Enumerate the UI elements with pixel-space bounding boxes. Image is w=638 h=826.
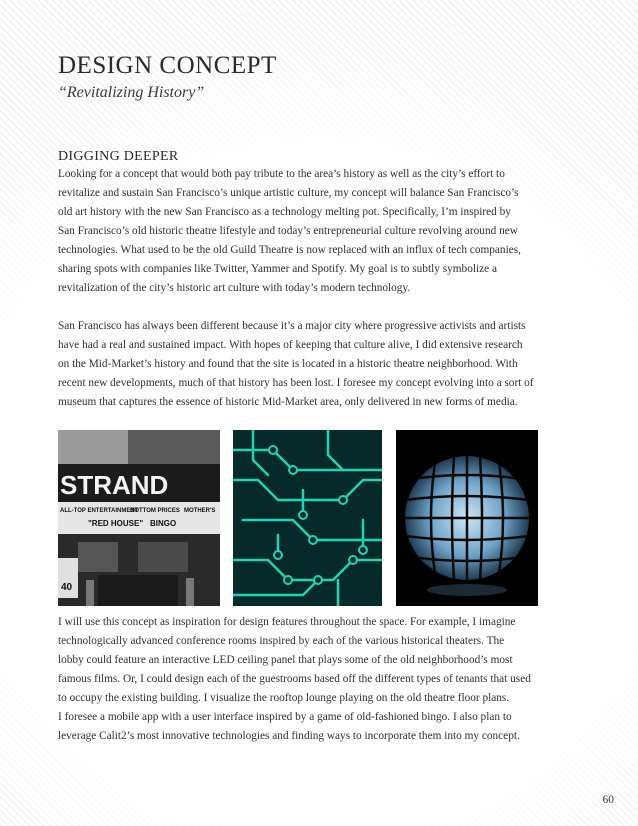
paragraph-line: to occupy the existing building. I visualize the rooftop lounge playing on the old theatre floor plans. <box>58 692 510 704</box>
paragraph-line: old art history with the new San Francisco as a technology melting pot. Specifically, I’m inspired by <box>58 206 511 218</box>
paragraph-intro <box>58 165 590 298</box>
page-subtitle: “Revitalizing History” <box>58 84 205 101</box>
paragraph-line: leverage Calit2’s most innovative technologies and finding ways to incorporate them into my concept. <box>58 730 520 742</box>
marquee-text: "RED HOUSE" <box>88 519 144 528</box>
circuit-board-photo <box>233 430 382 606</box>
paragraph-line: recent new developments, much of that history has been lost. I foresee my concept evolving into a sort of <box>58 377 534 389</box>
paragraph-line: technologies. What used to be the old Guild Theatre is now replaced with an influx of tech companies, <box>58 244 521 256</box>
paragraph-line: museum that captures the essence of historic Mid-Market area, only delivered in new forms of media. <box>58 396 518 408</box>
marquee-text: BINGO <box>150 519 177 528</box>
marquee-text: BOTTOM PRICES <box>130 508 180 514</box>
paragraph-line: San Francisco has always been different because it’s a major city where progressive activists and artists <box>58 320 526 332</box>
paragraph-line: on the Mid-Market’s history and found that the site is located in a historic theatre neighborhood. With <box>58 358 518 370</box>
paragraph-line: Looking for a concept that would both pay tribute to the area’s history as well as the city’s effort to <box>58 168 505 180</box>
paragraph-line: I will use this concept as inspiration for design features throughout the space. For example, I imagine <box>58 616 516 628</box>
paragraph-history <box>58 317 590 412</box>
marquee-text: ALL-TOP ENTERTAINMENT <box>60 508 139 514</box>
paragraph-line: I foresee a mobile app with a user interface inspired by a game of old-fashioned bingo. I also plan to <box>58 711 512 723</box>
paragraph-line: revitalization of the city’s historic art culture with today’s modern technology. <box>58 282 411 294</box>
screen-globe-photo <box>396 430 538 606</box>
page-number: 60 <box>602 794 614 806</box>
paragraph-line: technologically advanced conference rooms inspired by each of the various historical theaters. The <box>58 635 505 647</box>
section-heading: DIGGING DEEPER <box>58 149 179 164</box>
paragraph-line: sharing spots with companies like Twitter, Yammer and Spotify. My goal is to subtly symbolize a <box>58 263 497 275</box>
marquee-text: MOTHER'S <box>184 508 216 514</box>
theater-marquee-photo <box>58 430 220 606</box>
page-title: DESIGN CONCEPT <box>58 52 277 79</box>
paragraph-line: famous films. Or, I could design each of the guestrooms based off the different types of tenants that used <box>58 673 531 685</box>
paragraph-line: lobby could feature an interactive LED ceiling panel that plays some of the old neighborhood’s most <box>58 654 513 666</box>
theater-sign-text: STRAND <box>60 470 169 500</box>
theater-small-sign: 40 <box>61 582 73 593</box>
paragraph-line: revitalize and sustain San Francisco’s unique artistic culture, my concept will balance San Francisco’s <box>58 187 519 199</box>
paragraph-line: San Francisco’s old historic theatre lifestyle and today’s entrepreneurial culture revolving around new <box>58 225 518 237</box>
paragraph-implementation <box>58 613 590 746</box>
paragraph-line: have had a real and sustained impact. With hopes of keeping that culture alive, I did extensive research <box>58 339 523 351</box>
